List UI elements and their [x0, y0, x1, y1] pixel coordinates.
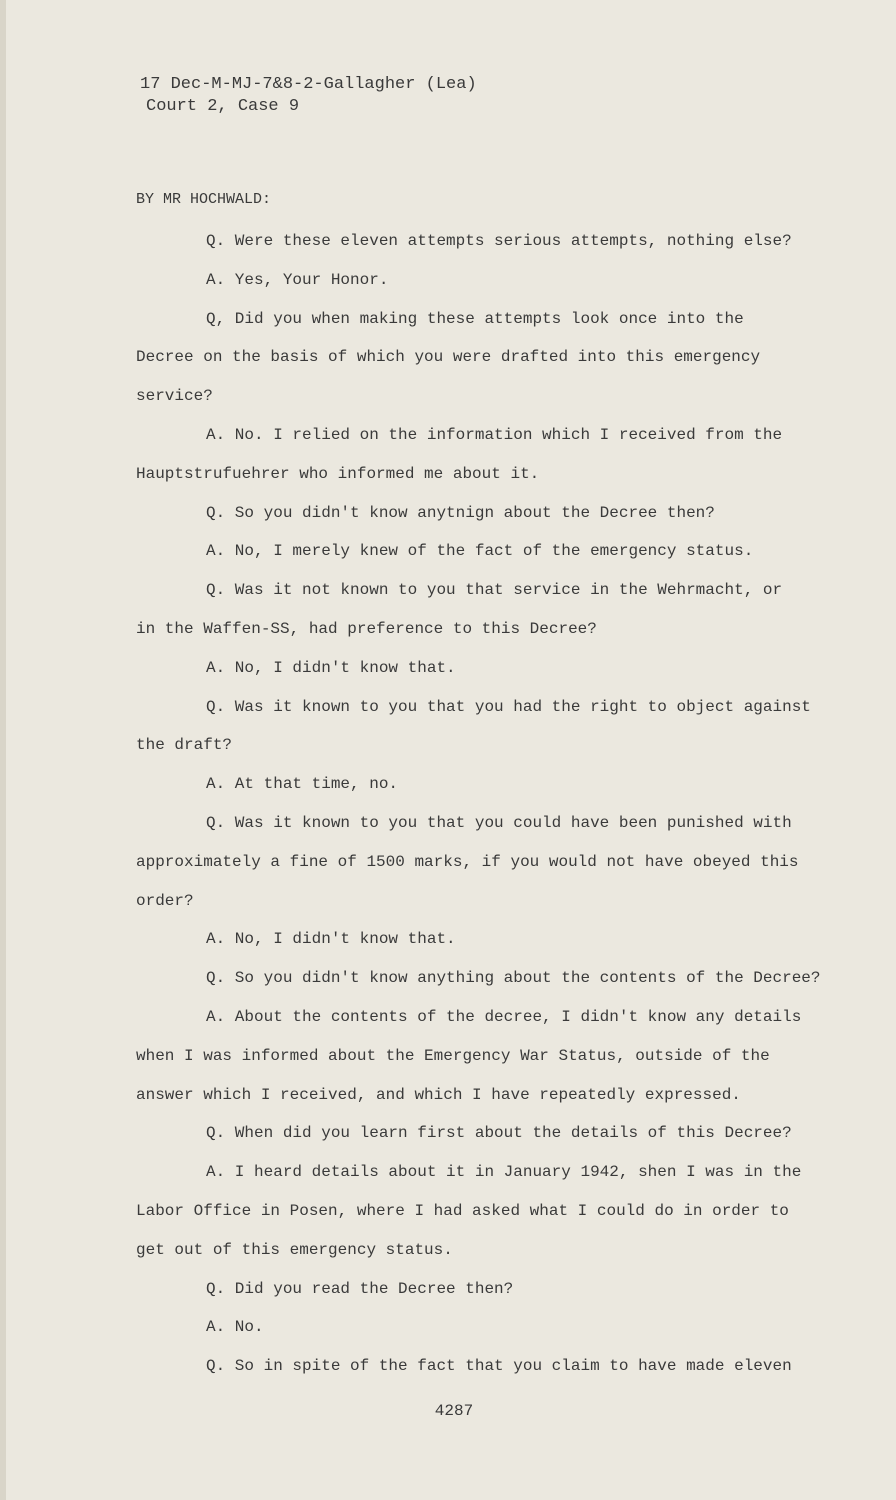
transcript-line: A. Yes, Your Honor. — [206, 270, 389, 289]
transcript-line: in the Waffen-SS, had preference to this Decree? — [136, 619, 597, 638]
transcript-line: get out of this emergency status. — [136, 1240, 453, 1259]
examiner-heading: BY MR HOCHWALD: — [136, 191, 272, 208]
transcript-line: Q. Was it known to you that you had the right to object against — [206, 697, 811, 716]
transcript-line: Q. Was it not known to you that service in the Wehrmacht, or — [206, 581, 783, 600]
transcript-line: A. No, I didn't know that. — [206, 658, 456, 677]
transcript-line: A. About the contents of the decree, I didn't know any details — [206, 1007, 802, 1026]
transcript-line: Q, Did you when making these attempts look once into the — [206, 309, 744, 328]
page-number: 4287 — [434, 1402, 474, 1420]
transcript-line: Q. So in spite of the fact that you claim to have made eleven — [206, 1357, 792, 1376]
header-court-line: Court 2, Case 9 — [146, 97, 300, 116]
transcript-line: Q. So you didn't know anything about the contents of the Decree? — [206, 969, 821, 988]
transcript-line: A. No. I relied on the information which I received from the — [206, 425, 783, 444]
header-reference-line: 17 Dec-M-MJ-7&8-2-Gallagher (Lea) — [140, 75, 477, 94]
transcript-line: A. No, I merely knew of the fact of the emergency status. — [206, 542, 754, 561]
transcript-body — [136, 222, 846, 1386]
transcript-line: Hauptstrufuehrer who informed me about it. — [136, 464, 540, 483]
transcript-line: A. No. — [206, 1318, 264, 1337]
transcript-line: Q. Was it known to you that you could have been punished with — [206, 813, 792, 832]
transcript-line: when I was informed about the Emergency War Status, outside of the — [136, 1046, 770, 1065]
transcript-line: approximately a fine of 1500 marks, if you would not have obeyed this — [136, 852, 799, 871]
transcript-line: A. At that time, no. — [206, 775, 399, 794]
transcript-line: A. No, I didn't know that. — [206, 930, 456, 949]
transcript-line: Q. Did you read the Decree then? — [206, 1279, 514, 1298]
transcript-line: answer which I received, and which I have repeatedly expressed. — [136, 1085, 741, 1104]
transcript-line: Decree on the basis of which you were drafted into this emergency — [136, 348, 761, 367]
transcript-line: Q. When did you learn first about the details of this Decree? — [206, 1124, 792, 1143]
transcript-line: Labor Office in Posen, where I had asked what I could do in order to — [136, 1201, 789, 1220]
transcript-line: Q. Were these eleven attempts serious attempts, nothing else? — [206, 232, 792, 250]
transcript-line: Q. So you didn't know anytnign about the Decree then? — [206, 503, 715, 522]
transcript-line: order? — [136, 891, 194, 910]
transcript-line: the draft? — [136, 736, 233, 755]
document-header — [140, 74, 477, 118]
transcript-line: A. I heard details about it in January 1942, shen I was in the — [206, 1163, 802, 1182]
transcript-line: service? — [136, 387, 213, 406]
